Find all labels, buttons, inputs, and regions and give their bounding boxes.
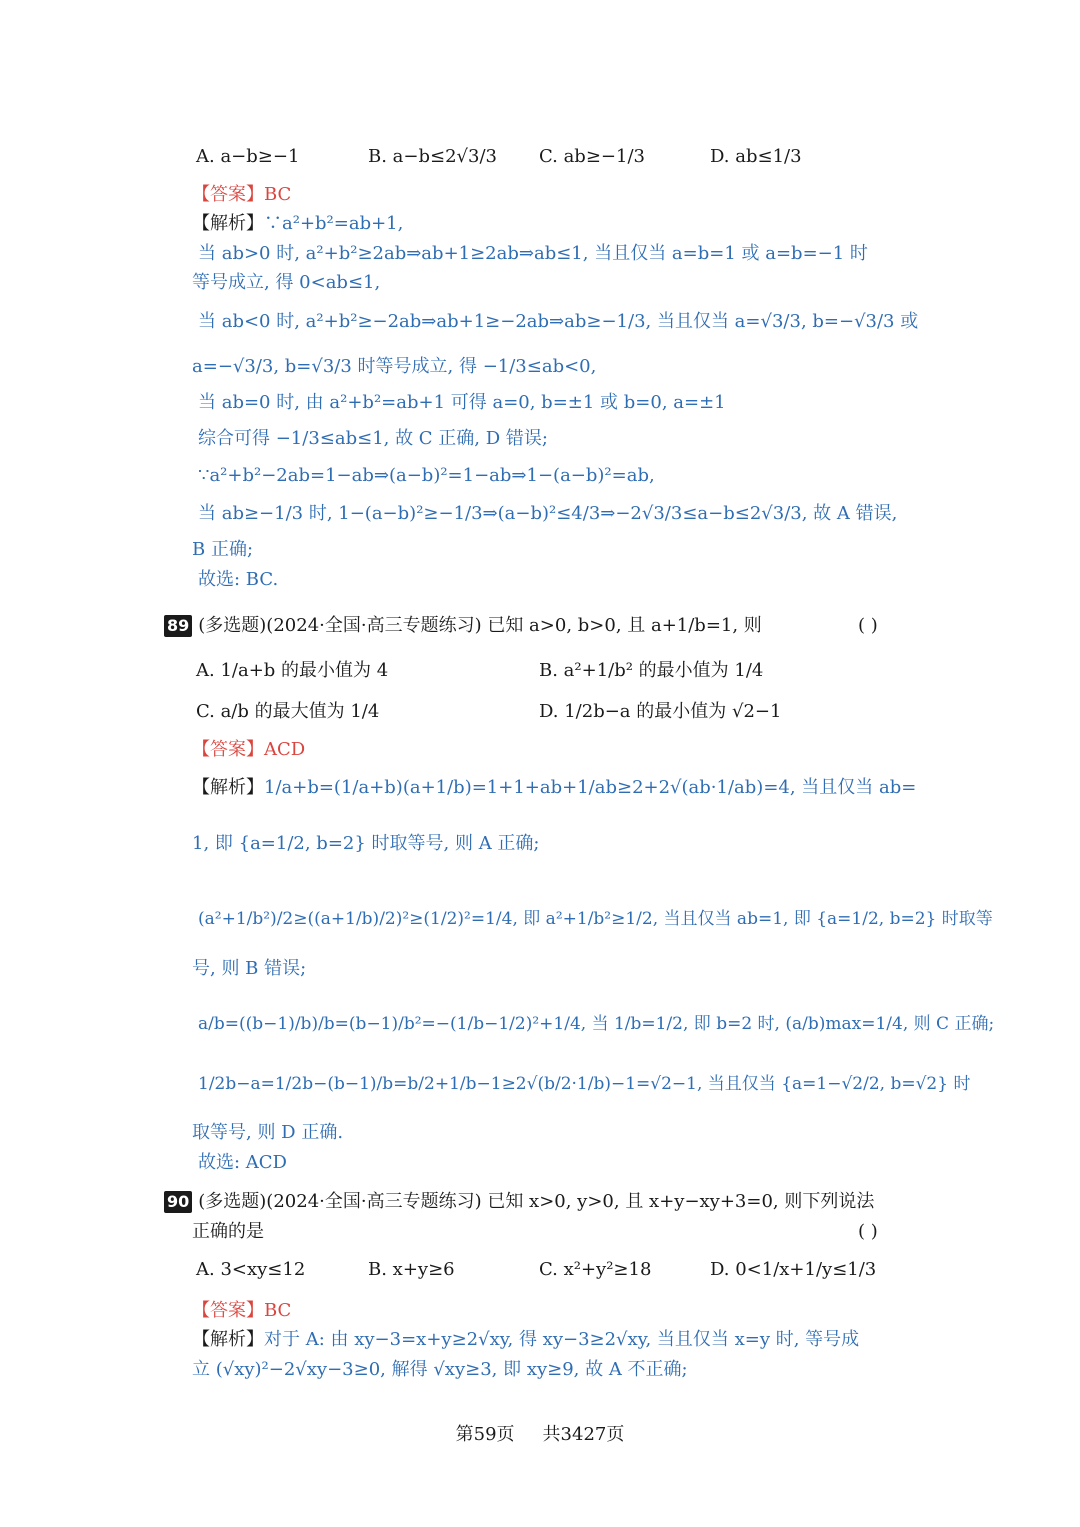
answer-value: BC [264,1300,292,1321]
question-number-badge: 90 [164,1191,192,1213]
q90-option-d: D. 0<1/x+1/y≤1/3 [710,1259,877,1280]
q90-option-c: C. x²+y²≥18 [539,1259,652,1280]
answer-label: 【答案】 [192,184,264,205]
q90-option-a: A. 3<xy≤12 [196,1259,306,1280]
q89-analysis-line-1 [192,776,916,800]
answer-label: 【答案】 [192,739,264,760]
q89-answer-bracket: ( ) [858,615,878,636]
answer-label: 【答案】 [192,1300,264,1321]
q89-answer-line [192,738,305,762]
page-footer [0,1423,1080,1447]
q89-analysis-line-2: 1, 即 {a=1/2, b=2} 时取等号, 则 A 正确; [192,833,540,854]
q88-analysis-line-7: 综合可得 −1/3≤ab≤1, 故 C 正确, D 错误; [198,428,548,449]
q88-analysis-line-2: 当 ab>0 时, a²+b²≥2ab⇒ab+1≥2ab⇒ab≤1, 当且仅当 a=b=1 或 a=b=−1 时 [198,243,868,264]
q90-answer-bracket: ( ) [858,1221,878,1242]
q88-analysis-line-5: a=−√3/3, b=√3/3 时等号成立, 得 −1/3≤ab<0, [192,356,597,377]
analysis-text: 对于 A: 由 xy−3=x+y≥2√xy, 得 xy−3≥2√xy, 当且仅当 x=y 时, 等号成 [264,1329,860,1350]
analysis-label: 【解析】 [192,1329,264,1350]
q88-option-b: B. a−b≤2√3/3 [368,146,497,167]
q88-analysis-line-8: ∵a²+b²−2ab=1−ab⇒(a−b)²=1−ab⇒1−(a−b)²=ab, [198,465,655,486]
page-total: 共3427页 [542,1424,625,1445]
q89-analysis-line-6: 1/2b−a=1/2b−(b−1)/b=b/2+1/b−1≥2√(b/2·1/b)−1=√2−1, 当且仅当 {a=1−√2/2, b=√2} 时 [198,1074,971,1094]
q90-stem [164,1190,874,1214]
analysis-text: 1/a+b=(1/a+b)(a+1/b)=1+1+ab+1/ab≥2+2√(ab·1/ab)=4, 当且仅当 ab= [264,777,917,798]
q89-analysis-line-7: 取等号, 则 D 正确. [192,1122,344,1143]
q88-analysis-line-3: 等号成立, 得 0<ab≤1, [192,272,381,293]
q89-analysis-line-4: 号, 则 B 错误; [192,958,307,979]
q88-analysis-line-4: 当 ab<0 时, a²+b²≥−2ab⇒ab+1≥−2ab⇒ab≥−1/3, 当且仅当 a=√3/3, b=−√3/3 或 [198,311,919,332]
q88-option-c: C. ab≥−1/3 [539,146,645,167]
q88-option-d: D. ab≤1/3 [710,146,802,167]
q89-option-b: B. a²+1/b² 的最小值为 1/4 [539,660,764,681]
q88-option-a: A. a−b≥−1 [196,146,300,167]
q89-option-d: D. 1/2b−a 的最小值为 √2−1 [539,701,782,722]
q90-stem-continued: 正确的是 [192,1221,264,1242]
q90-analysis-line-1 [192,1328,859,1352]
answer-value: BC [264,184,292,205]
q90-answer-line [192,1299,291,1323]
answer-value: ACD [264,739,306,760]
question-stem: (多选题)(2024·全国·高三专题练习) 已知 x>0, y>0, 且 x+y−xy+3=0, 则下列说法 [198,1191,875,1212]
q89-option-c: C. a/b 的最大值为 1/4 [196,701,380,722]
analysis-text: ∵a²+b²=ab+1, [264,213,404,234]
analysis-label: 【解析】 [192,777,264,798]
question-stem: (多选题)(2024·全国·高三专题练习) 已知 a>0, b>0, 且 a+1/b=1, 则 [198,615,762,636]
q89-analysis-line-3: (a²+1/b²)/2≥((a+1/b)/2)²≥(1/2)²=1/4, 即 a²+1/b²≥1/2, 当且仅当 ab=1, 即 {a=1/2, b=2} 时取等 [198,909,993,929]
q89-analysis-line-5: a/b=((b−1)/b)/b=(b−1)/b²=−(1/b−1/2)²+1/4, 当 1/b=1/2, 即 b=2 时, (a/b)max=1/4, 则 C 正确; [198,1014,995,1034]
q88-analysis-line-10: B 正确; [192,539,254,560]
q89-option-a: A. 1/a+b 的最小值为 4 [196,660,389,681]
q88-analysis-line-9: 当 ab≥−1/3 时, 1−(a−b)²≥−1/3⇒(a−b)²≤4/3⇒−2√3/3≤a−b≤2√3/3, 故 A 错误, [198,503,898,524]
q88-analysis-line-11: 故选: BC. [198,569,279,590]
q88-analysis-line-1 [192,212,403,236]
q89-stem [164,614,762,638]
analysis-label: 【解析】 [192,213,264,234]
page-number: 第59页 [455,1424,515,1445]
question-number-badge: 89 [164,615,192,637]
q88-analysis-line-6: 当 ab=0 时, 由 a²+b²=ab+1 可得 a=0, b=±1 或 b=0, a=±1 [198,392,726,413]
q88-answer-line [192,183,291,207]
q89-analysis-line-8: 故选: ACD [198,1152,287,1173]
q90-analysis-line-2: 立 (√xy)²−2√xy−3≥0, 解得 √xy≥3, 即 xy≥9, 故 A 不正确; [192,1359,688,1380]
q90-option-b: B. x+y≥6 [368,1259,455,1280]
